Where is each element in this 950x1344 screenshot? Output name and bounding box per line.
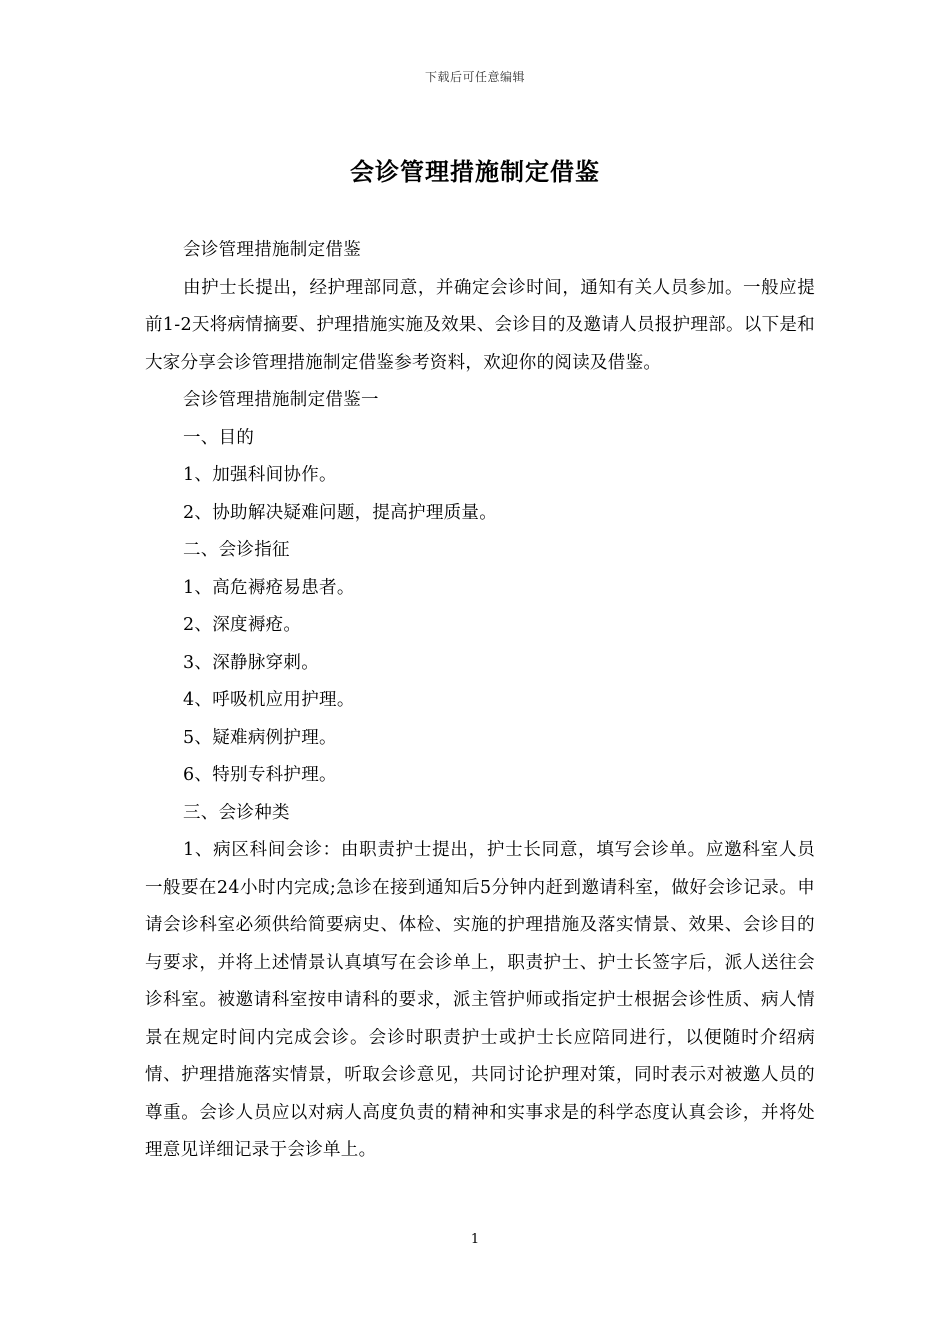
paragraph-ward-consultation: 1、病区科间会诊：由职责护士提出，护士长同意，填写会诊单。应邀科室人员一般要在24小时内完成;急诊在接到通知后5分钟内赶到邀请科室，做好会诊记录。申请会诊科室必须供给简要病史、体检、实施的护理措施及落实情景、效果、会诊目的与要求，并将上述情景认真填写在会诊单上，职责护士、护士长签字后，派人送往会诊科室。被邀请科室按申请科的要求，派主管护师或指定护士根据会诊性质、病人情景在规定时间内完成会诊。会诊时职责护士或护士长应陪同进行，以便随时介绍病情、护理措施落实情景，听取会诊意见，共同讨论护理对策，同时表示对被邀人员的尊重。会诊人员应以对病人高度负责的精神和实事求是的科学态度认真会诊，并将处理意见详细记录于会诊单上。: [145, 840, 815, 1160]
list-item: 1、加强科间协作。: [183, 465, 337, 485]
section-heading-part-one: 会诊管理措施制定借鉴一: [183, 390, 379, 410]
list-item: 2、协助解决疑难问题，提高护理质量。: [183, 502, 498, 523]
paragraph-intro: 由护士长提出，经护理部同意，并确定会诊时间，通知有关人员参加。一般应提前1-2天将病情摘要、护理措施实施及效果、会诊目的及邀请人员报护理部。以下是和大家分享会诊管理措施制定借鉴参考资料，欢迎你的阅读及借鉴。: [145, 277, 815, 373]
section-heading-indications: 二、会诊指征: [183, 540, 290, 560]
header-note: 下载后可任意编辑: [424, 70, 525, 84]
list-item: 4、呼吸机应用护理。: [183, 690, 355, 710]
section-heading-purpose: 一、目的: [183, 427, 255, 448]
list-item: 5、疑难病例护理。: [183, 727, 337, 748]
page-number: 1: [470, 1232, 480, 1247]
list-item: 6、特别专科护理。: [183, 765, 337, 785]
document-body: [145, 232, 815, 1170]
document-title: 会诊管理措施制定借鉴: [350, 157, 600, 186]
paragraph-subtitle: 会诊管理措施制定借鉴: [183, 240, 361, 260]
list-item: 3、深静脉穿刺。: [183, 652, 320, 673]
section-heading-types: 三、会诊种类: [183, 802, 290, 823]
list-item: 2、深度褥疮。: [183, 615, 302, 635]
list-item: 1、高危褥疮易患者。: [183, 577, 355, 598]
